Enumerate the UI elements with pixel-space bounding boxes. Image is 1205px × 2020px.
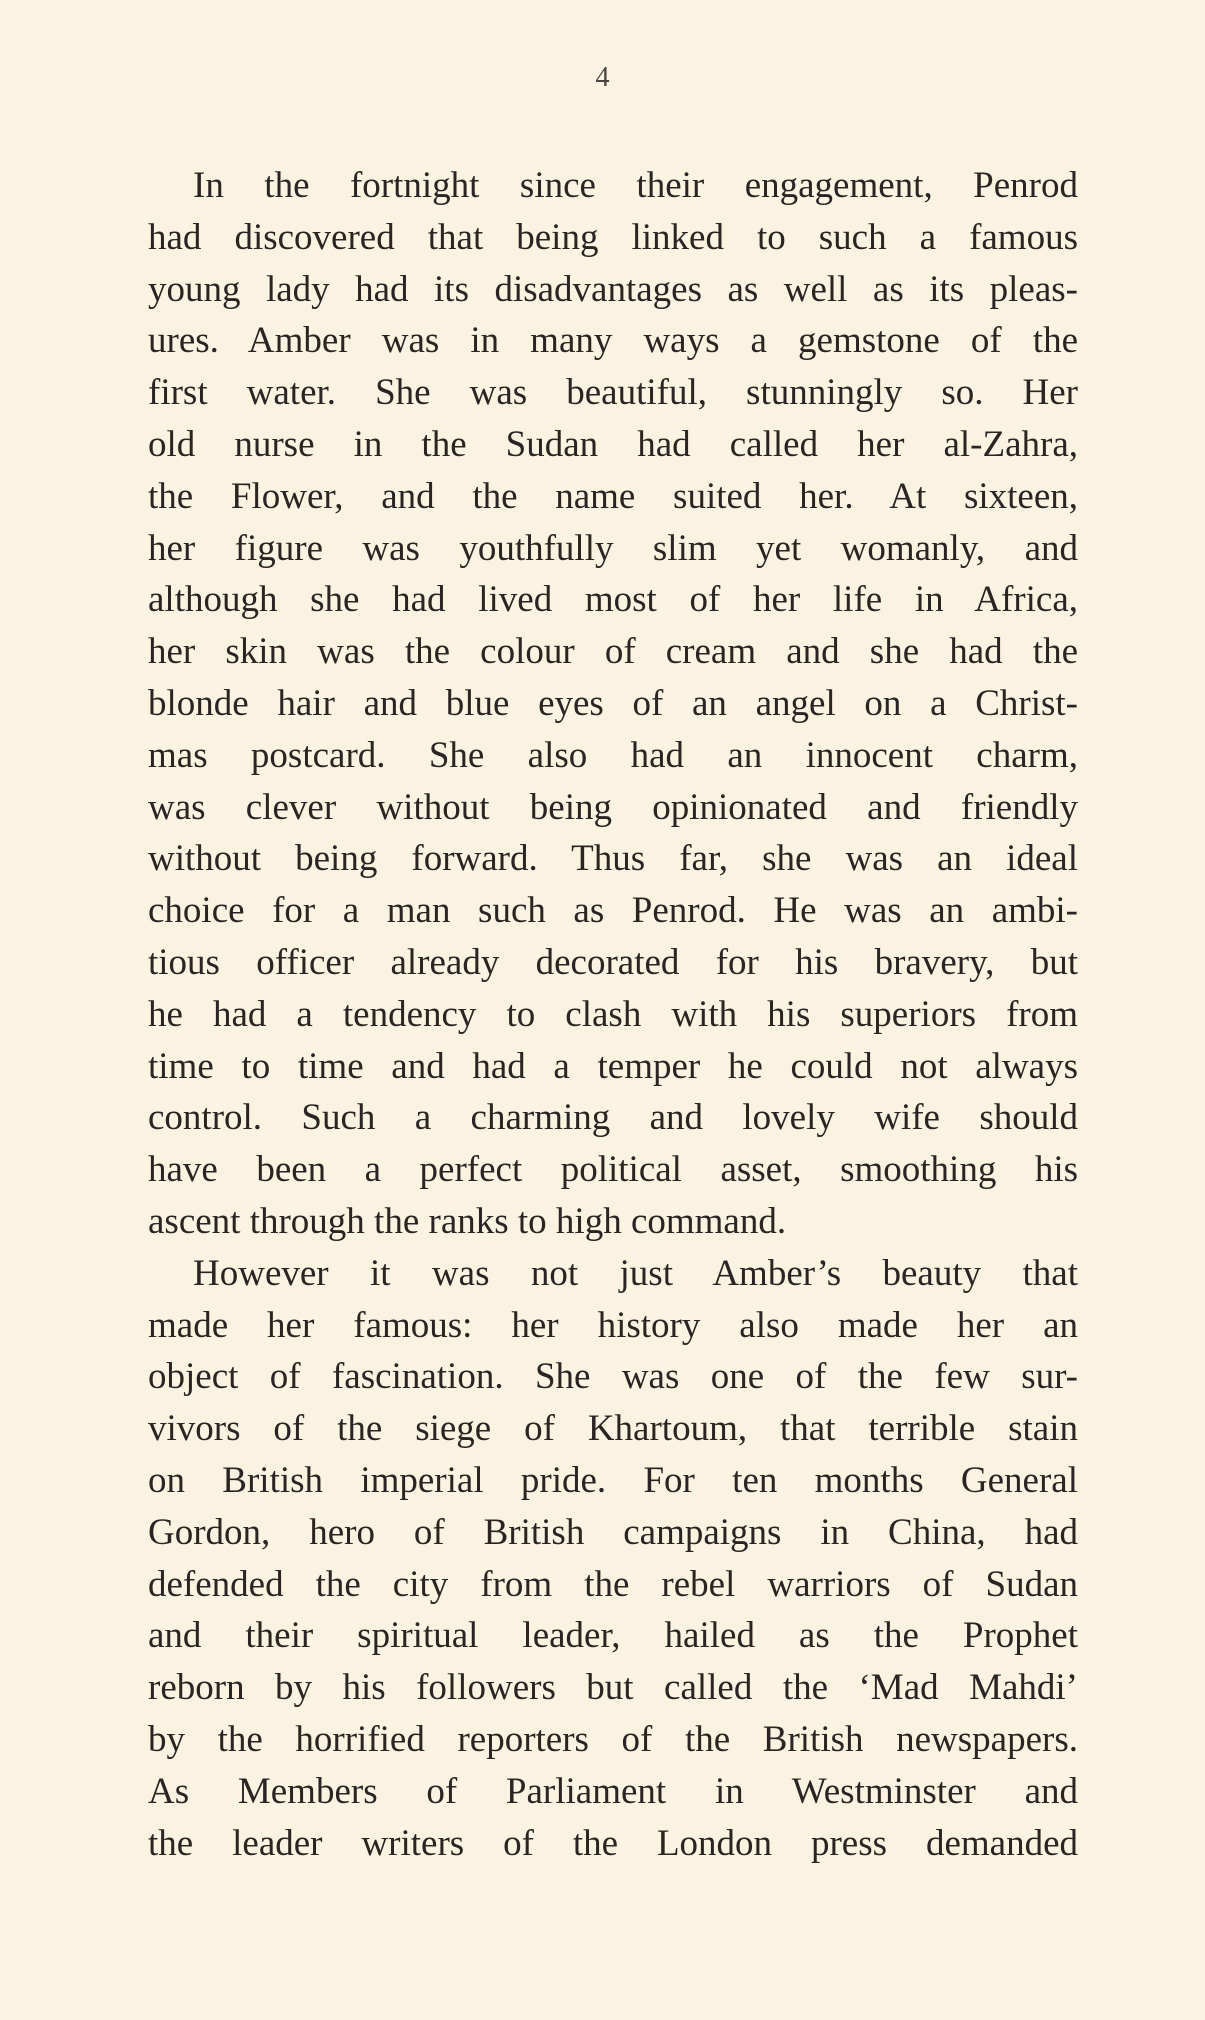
text-line: although she had lived most of her life in Africa, [148, 579, 1078, 621]
text-line: Gordon, hero of British campaigns in China, had [148, 1511, 1078, 1553]
text-line: the leader writers of the London press demanded [148, 1822, 1078, 1864]
text-line: time to time and had a temper he could not always [148, 1045, 1078, 1087]
text-line: In the fortnight since their engagement, Penrod [193, 165, 1078, 206]
text-line: blonde hair and blue eyes of an angel on a Christ- [148, 682, 1078, 724]
text-line: on British imperial pride. For ten months General [148, 1459, 1078, 1501]
text-line: control. Such a charming and lovely wife should [148, 1097, 1078, 1139]
text-line: the Flower, and the name suited her. At sixteen, [148, 475, 1078, 517]
text-line: and their spiritual leader, hailed as the Prophet [148, 1615, 1078, 1657]
text-line: ascent through the ranks to high command. [148, 1200, 787, 1242]
text-line: made her famous: her history also made her an [148, 1304, 1078, 1346]
text-line: had discovered that being linked to such a famous [148, 216, 1078, 258]
text-line: her skin was the colour of cream and she had the [148, 631, 1078, 673]
text-line: by the horrified reporters of the British newspapers. [148, 1718, 1078, 1760]
text-line: choice for a man such as Penrod. He was an ambi- [148, 890, 1078, 932]
text-line: have been a perfect political asset, smoothing his [148, 1149, 1078, 1191]
text-line: reborn by his followers but called the ‘Mad Mahdi’ [148, 1667, 1078, 1709]
text-line: defended the city from the rebel warriors of Sudan [148, 1563, 1078, 1605]
text-line: old nurse in the Sudan had called her al-Zahra, [148, 423, 1078, 465]
text-line: As Members of Parliament in Westminster and [148, 1770, 1078, 1812]
text-line: object of fascination. She was one of the few sur- [148, 1356, 1078, 1398]
text-line: her figure was youthfully slim yet womanly, and [148, 527, 1078, 569]
text-line: tious officer already decorated for his bravery, but [148, 941, 1078, 983]
text-line: mas postcard. She also had an innocent charm, [148, 734, 1078, 776]
text-line: vivors of the siege of Khartoum, that terrible stain [148, 1408, 1078, 1450]
text-line: first water. She was beautiful, stunningly so. Her [148, 372, 1078, 414]
text-line: without being forward. Thus far, she was an ideal [148, 838, 1078, 880]
text-line: However it was not just Amber’s beauty that [193, 1252, 1078, 1294]
body-text [148, 160, 1078, 1869]
page-number: 4 [595, 62, 610, 93]
text-line: was clever without being opinionated and friendly [148, 786, 1078, 828]
text-line: ures. Amber was in many ways a gemstone of the [148, 320, 1078, 362]
text-line: young lady had its disadvantages as well as its pleas- [148, 268, 1078, 310]
text-line: he had a tendency to clash with his superiors from [148, 993, 1078, 1035]
